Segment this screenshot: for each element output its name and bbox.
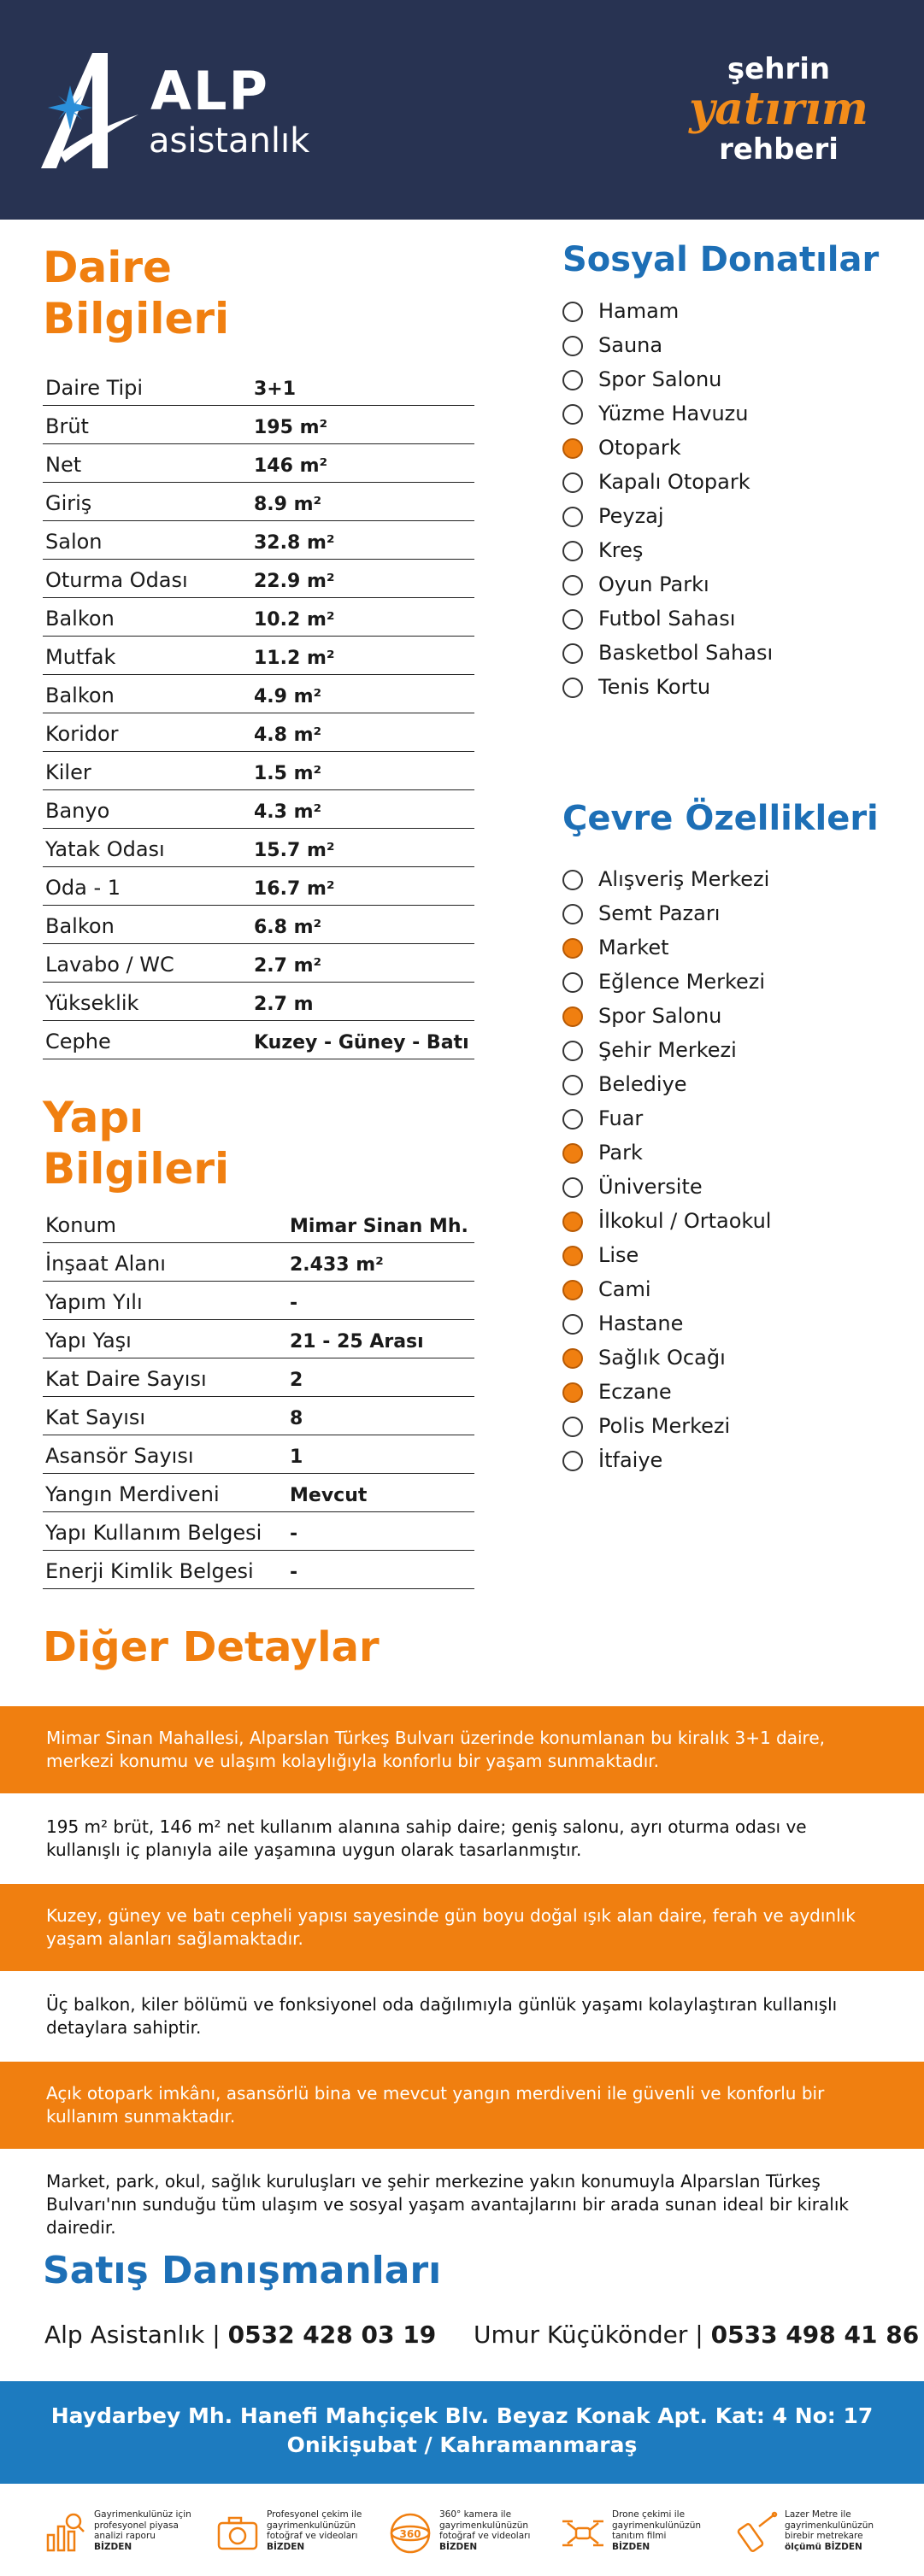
yapi-row-value: 1 <box>290 1446 303 1468</box>
daire-row <box>43 713 474 752</box>
yapi-row-value: - <box>290 1523 298 1545</box>
sosyal-item-label: Kapalı Otopark <box>598 470 750 494</box>
service-laser <box>732 2508 903 2562</box>
empty-circle-icon <box>562 1109 583 1130</box>
yapi-row-value: - <box>290 1293 298 1314</box>
yapi-row <box>43 1282 474 1320</box>
daire-row-value: 2.7 m <box>254 994 314 1015</box>
daire-row-label: Balkon <box>45 684 115 707</box>
empty-circle-icon <box>562 336 583 356</box>
detail-paragraph-6: Market, park, okul, sağlık kuruluşları ve şehir merkezine yakın konumuyla Alparslan Türkeş Bulvarı'nın sunduğu tüm ulaşım ve sosyal yaşam avantajlarını bir arada sunan ideal bir kiralık dairedir. <box>0 2149 924 2260</box>
checked-circle-icon <box>562 1006 583 1027</box>
yapi-row <box>43 1397 474 1435</box>
empty-circle-icon <box>562 575 583 596</box>
drone-icon <box>559 2509 607 2557</box>
yapi-row <box>43 1205 474 1243</box>
sosyal-item-label: Yüzme Havuzu <box>598 402 749 425</box>
cevre-item-label: Fuar <box>598 1106 644 1130</box>
yapi-row <box>43 1320 474 1358</box>
empty-circle-icon <box>562 1451 583 1471</box>
detail-paragraph-1: Mimar Sinan Mahallesi, Alparslan Türkeş Bulvarı üzerinde konumlanan bu kiralık 3+1 daire, merkezi konumu ve ulaşım kolaylığıyla konforlu bir yaşam sunmaktadır. <box>0 1706 924 1793</box>
service-1-line1: Gayrimenkulünüz için <box>94 2509 191 2520</box>
daire-row-label: Giriş <box>45 491 92 515</box>
service-5-line4: ölçümü BİZDEN <box>785 2541 862 2552</box>
sosyal-item-label: Hamam <box>598 299 680 323</box>
daire-row-label: Yatak Odası <box>45 837 165 861</box>
detail-paragraph-5: Açık otopark imkânı, asansörlü bina ve mevcut yangın merdiveni ile güvenli ve konforlu bir kullanım sunmaktadır. <box>0 2062 924 2149</box>
service-3-line3: fotoğraf ve videoları <box>439 2531 531 2541</box>
daire-title-line2: Bilgileri <box>43 294 230 343</box>
diger-title: Diğer Detaylar <box>43 1623 380 1671</box>
sosyal-item-label: Futbol Sahası <box>598 607 736 631</box>
yapi-row-label: Yangın Merdiveni <box>45 1482 220 1506</box>
checked-circle-icon <box>562 1280 583 1300</box>
daire-row-label: Banyo <box>45 799 110 823</box>
service-1-line3: analizi raporu <box>94 2531 156 2541</box>
alp-logo <box>39 53 330 168</box>
empty-circle-icon <box>562 904 583 924</box>
daire-row-label: Oda - 1 <box>45 876 121 900</box>
yapi-row <box>43 1512 474 1551</box>
daire-row <box>43 675 474 713</box>
daire-row <box>43 560 474 598</box>
daire-row <box>43 752 474 790</box>
daire-row <box>43 483 474 521</box>
yapi-row-value: Mimar Sinan Mh. <box>290 1216 468 1237</box>
service-3-line1: 360° kamera ile <box>439 2509 512 2520</box>
daire-row-label: Oturma Odası <box>45 568 188 592</box>
yapi-row-label: Yapı Yaşı <box>45 1329 132 1353</box>
service-2-line1: Profesyonel çekim ile <box>267 2509 362 2520</box>
cevre-item-label: Spor Salonu <box>598 1004 722 1028</box>
yapi-row <box>43 1551 474 1589</box>
cevre-item-label: Market <box>598 936 669 959</box>
yapi-row <box>43 1474 474 1512</box>
logo-asistanlik-text: asistanlık <box>149 121 310 161</box>
sosyal-title: Sosyal Donatılar <box>562 240 880 279</box>
cevre-item-label: Belediye <box>598 1072 687 1096</box>
service-1-line2: profesyonel piyasa <box>94 2520 179 2531</box>
slogan-line3: rehberi <box>719 132 839 167</box>
cevre-item-label: Cami <box>598 1277 651 1301</box>
empty-circle-icon <box>562 1417 583 1437</box>
daire-row-value: 4.3 m² <box>254 801 322 823</box>
cevre-item-label: Park <box>598 1141 643 1165</box>
detail-paragraph-4: Üç balkon, kiler bölümü ve fonksiyonel oda dağılımıyla günlük yaşamı kolaylaştıran kullanışlı detaylara sahiptir. <box>0 1971 924 2062</box>
service-4-line3: tanıtım filmi <box>612 2531 667 2541</box>
empty-circle-icon <box>562 541 583 561</box>
daire-row-label: Cephe <box>45 1030 111 1053</box>
daire-row-label: Salon <box>45 530 103 554</box>
cevre-item-label: Semt Pazarı <box>598 901 721 925</box>
cevre-item-label: İtfaiye <box>598 1448 663 1472</box>
daire-row <box>43 521 474 560</box>
service-360 <box>386 2508 557 2562</box>
checked-circle-icon <box>562 1143 583 1164</box>
daire-row <box>43 367 474 406</box>
daire-row-value: 8.9 m² <box>254 494 322 515</box>
daire-row-value: 1.5 m² <box>254 763 322 784</box>
yapi-title <box>43 1092 229 1194</box>
checked-circle-icon <box>562 938 583 959</box>
sosyal-item-label: Kreş <box>598 538 644 562</box>
yapi-row <box>43 1435 474 1474</box>
slogan <box>685 53 873 166</box>
slogan-line2: yatırım <box>689 83 868 135</box>
daire-row-value: 15.7 m² <box>254 840 335 861</box>
cevre-item-label: Şehir Merkezi <box>598 1038 737 1062</box>
services-strip <box>0 2484 924 2576</box>
empty-circle-icon <box>562 643 583 664</box>
yapi-row-value: 2 <box>290 1370 303 1391</box>
daire-row-label: Daire Tipi <box>45 376 144 400</box>
satis-title: Satış Danışmanları <box>43 2249 442 2292</box>
service-camera <box>214 2508 385 2562</box>
cevre-item-label: Sağlık Ocağı <box>598 1346 726 1370</box>
sosyal-item-label: Oyun Parkı <box>598 572 709 596</box>
service-analysis <box>41 2508 212 2562</box>
checked-circle-icon <box>562 1246 583 1266</box>
address-footer <box>0 2381 924 2484</box>
yapi-row-label: Yapı Kullanım Belgesi <box>45 1521 262 1545</box>
empty-circle-icon <box>562 472 583 493</box>
daire-row <box>43 867 474 906</box>
logo-a-mark-icon <box>39 53 150 168</box>
daire-row <box>43 790 474 829</box>
daire-row-label: Balkon <box>45 607 115 631</box>
checked-circle-icon <box>562 1212 583 1232</box>
daire-row-value: 4.9 m² <box>254 686 322 707</box>
sosyal-item-label: Basketbol Sahası <box>598 641 774 665</box>
daire-row <box>43 1021 474 1059</box>
service-5-line1: Lazer Metre ile <box>785 2509 851 2520</box>
daire-row <box>43 637 474 675</box>
empty-circle-icon <box>562 507 583 527</box>
address-line2: Onikişubat / Kahramanmaraş <box>286 2432 638 2457</box>
daire-row-label: Yükseklik <box>45 991 139 1015</box>
empty-circle-icon <box>562 1314 583 1335</box>
checked-circle-icon <box>562 438 583 459</box>
contacts-line <box>44 2321 919 2349</box>
yapi-row-value: - <box>290 1562 298 1583</box>
yapi-row <box>43 1358 474 1397</box>
empty-circle-icon <box>562 870 583 890</box>
empty-circle-icon <box>562 370 583 390</box>
daire-row-label: Lavabo / WC <box>45 953 174 977</box>
yapi-row-label: Kat Daire Sayısı <box>45 1367 207 1391</box>
empty-circle-icon <box>562 609 583 630</box>
yapi-title-line1: Yapı <box>43 1093 144 1142</box>
daire-row-value: Kuzey - Güney - Batı <box>254 1032 469 1053</box>
empty-circle-icon <box>562 1177 583 1198</box>
daire-row-label: Net <box>45 453 82 477</box>
service-3-line4: BİZDEN <box>439 2541 478 2552</box>
empty-circle-icon <box>562 404 583 425</box>
laser-meter-icon <box>732 2509 780 2557</box>
daire-row-value: 3+1 <box>254 378 297 400</box>
header-banner <box>0 0 924 220</box>
cevre-item-label: Eğlence Merkezi <box>598 970 766 994</box>
contact-1-phone[interactable]: 0532 428 03 19 <box>227 2321 437 2349</box>
daire-row <box>43 829 474 867</box>
camera-icon <box>214 2509 262 2557</box>
service-1-line4: BİZDEN <box>94 2541 132 2552</box>
service-3-line2: gayrimenkulünüzün <box>439 2520 529 2531</box>
daire-title <box>43 242 229 344</box>
empty-circle-icon <box>562 678 583 698</box>
yapi-row-label: Yapım Yılı <box>45 1290 143 1314</box>
daire-row <box>43 598 474 637</box>
service-2-line4: BİZDEN <box>267 2541 305 2552</box>
cevre-title: Çevre Özellikleri <box>562 799 879 838</box>
yapi-row-value: 8 <box>290 1408 303 1429</box>
sosyal-item-label: Otopark <box>598 436 681 460</box>
contact-2-name: Umur Küçükönder | <box>474 2321 703 2349</box>
logo-alp-text: ALP <box>150 60 269 122</box>
cevre-item-label: Alışveriş Merkezi <box>598 867 770 891</box>
yapi-row-label: İnşaat Alanı <box>45 1252 166 1276</box>
contact-2-phone[interactable]: 0533 498 41 86 <box>710 2321 920 2349</box>
yapi-row <box>43 1243 474 1282</box>
sosyal-item-label: Sauna <box>598 333 663 357</box>
daire-row-label: Mutfak <box>45 645 116 669</box>
daire-row <box>43 444 474 483</box>
empty-circle-icon <box>562 972 583 993</box>
empty-circle-icon <box>562 302 583 322</box>
yapi-row-label: Asansör Sayısı <box>45 1444 194 1468</box>
cevre-item-label: Üniversite <box>598 1175 703 1199</box>
daire-row <box>43 906 474 944</box>
detail-paragraph-2: 195 m² brüt, 146 m² net kullanım alanına sahip daire; geniş salonu, ayrı oturma odası ve kullanışlı iç planıyla aile yaşamına uygun olarak tasarlanmıştır. <box>0 1793 924 1884</box>
service-4-line4: BİZDEN <box>612 2541 650 2552</box>
yapi-row-value: Mevcut <box>290 1485 368 1506</box>
service-4-line1: Drone çekimi ile <box>612 2509 686 2520</box>
service-5-line2: gayrimenkulünüzün <box>785 2520 874 2531</box>
service-2-line3: fotoğraf ve videoları <box>267 2531 358 2541</box>
empty-circle-icon <box>562 1041 583 1061</box>
yapi-table <box>43 1205 474 1589</box>
cevre-item-label: İlkokul / Ortaokul <box>598 1209 772 1233</box>
yapi-row-label: Konum <box>45 1213 117 1237</box>
empty-circle-icon <box>562 1075 583 1095</box>
daire-row <box>43 983 474 1021</box>
daire-table <box>43 367 474 1059</box>
checked-circle-icon <box>562 1348 583 1369</box>
slogan-line1: şehrin <box>727 52 831 86</box>
sosyal-item-label: Spor Salonu <box>598 367 722 391</box>
address-line1: Haydarbey Mh. Hanefi Mahçiçek Blv. Beyaz Konak Apt. Kat: 4 No: 17 <box>50 2403 874 2428</box>
cevre-item-label: Lise <box>598 1243 639 1267</box>
service-4-line2: gayrimenkulünüzün <box>612 2520 702 2531</box>
svg-text:360: 360 <box>399 2528 421 2540</box>
service-drone <box>559 2508 730 2562</box>
contact-1-name: Alp Asistanlık | <box>44 2321 221 2349</box>
sosyal-item-label: Tenis Kortu <box>598 675 711 699</box>
daire-row-value: 4.8 m² <box>254 725 322 746</box>
cevre-item-label: Hastane <box>598 1311 684 1335</box>
daire-row-label: Balkon <box>45 914 115 938</box>
analysis-icon <box>41 2509 89 2557</box>
daire-row-label: Kiler <box>45 760 91 784</box>
daire-title-line1: Daire <box>43 243 172 292</box>
cevre-item-label: Eczane <box>598 1380 672 1404</box>
daire-row-value: 11.2 m² <box>254 648 335 669</box>
daire-row-value: 22.9 m² <box>254 571 335 592</box>
yapi-title-line2: Bilgileri <box>43 1144 230 1194</box>
daire-row-label: Brüt <box>45 414 89 438</box>
daire-row-value: 6.8 m² <box>254 917 322 938</box>
daire-row-value: 2.7 m² <box>254 955 322 977</box>
daire-row-value: 10.2 m² <box>254 609 335 631</box>
daire-row-label: Koridor <box>45 722 119 746</box>
yapi-row-label: Kat Sayısı <box>45 1405 146 1429</box>
service-2-line2: gayrimenkulünüzün <box>267 2520 356 2531</box>
daire-row-value: 195 m² <box>254 417 328 438</box>
daire-row-value: 16.7 m² <box>254 878 335 900</box>
detail-paragraph-3: Kuzey, güney ve batı cepheli yapısı sayesinde gün boyu doğal ışık alan daire, ferah ve aydınlık yaşam alanları sağlamaktadır. <box>0 1884 924 1971</box>
camera-360-icon <box>386 2509 434 2557</box>
checked-circle-icon <box>562 1382 583 1403</box>
yapi-row-label: Enerji Kimlik Belgesi <box>45 1559 254 1583</box>
daire-row <box>43 944 474 983</box>
yapi-row-value: 2.433 m² <box>290 1254 384 1276</box>
cevre-item-label: Polis Merkezi <box>598 1414 731 1438</box>
sosyal-item-label: Peyzaj <box>598 504 664 528</box>
daire-row <box>43 406 474 444</box>
yapi-row-value: 21 - 25 Arası <box>290 1331 424 1353</box>
daire-row-value: 32.8 m² <box>254 532 335 554</box>
daire-row-value: 146 m² <box>254 455 328 477</box>
service-5-line3: birebir metrekare <box>785 2531 863 2541</box>
